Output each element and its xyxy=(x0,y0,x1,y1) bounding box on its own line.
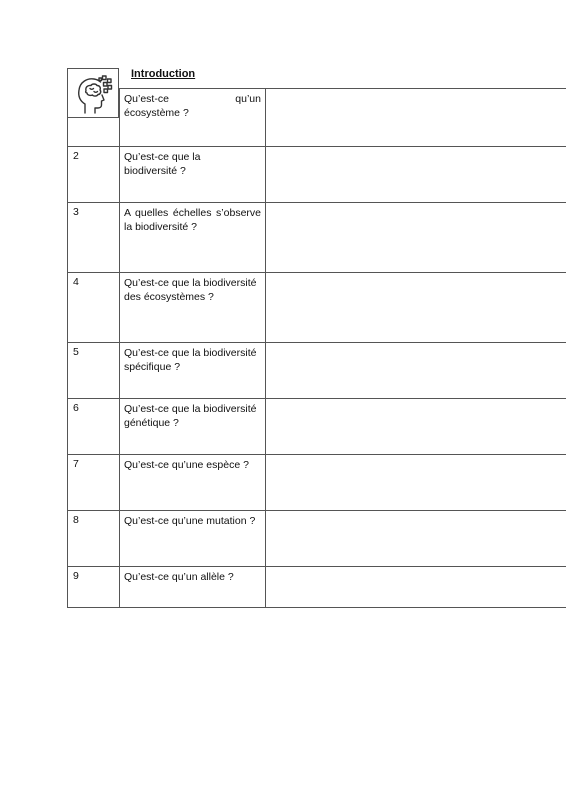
table-row xyxy=(67,510,566,566)
table-border-top xyxy=(119,88,566,89)
row-divider xyxy=(67,566,566,567)
answer-cell[interactable] xyxy=(265,272,566,342)
answer-cell[interactable] xyxy=(265,454,566,510)
row-divider xyxy=(67,146,566,147)
answer-cell[interactable] xyxy=(265,342,566,398)
table-divider-number xyxy=(119,88,120,608)
row-divider xyxy=(67,510,566,511)
section-title: Introduction xyxy=(131,68,196,80)
row-question: Qu’est-ce qu’une espèce ? xyxy=(124,459,249,471)
table-row xyxy=(67,202,566,272)
row-question: A quelles échelles s’observe la biodiversité ? xyxy=(124,207,261,233)
row-number: 7 xyxy=(73,458,79,470)
answer-cell[interactable] xyxy=(265,566,566,608)
row-number: 9 xyxy=(73,570,79,582)
row-divider xyxy=(67,342,566,343)
table-border-bottom xyxy=(67,607,566,608)
row-question: Qu’est-ce que la biodiversité spécifique ? xyxy=(124,347,257,373)
row-number: 2 xyxy=(73,150,79,162)
row-number: 5 xyxy=(73,346,79,358)
table-divider-answer xyxy=(265,88,266,608)
table-row xyxy=(67,88,566,146)
row-divider xyxy=(67,454,566,455)
row-question: Qu’est-ce qu’un allèle ? xyxy=(124,571,234,583)
table-row xyxy=(67,146,566,202)
answer-cell[interactable] xyxy=(265,510,566,566)
row-number: 3 xyxy=(73,206,79,218)
row-question: Qu’est-ce qu’un écosystème ? xyxy=(124,93,261,119)
row-divider xyxy=(67,398,566,399)
row-question: Qu’est-ce que la biodiversité des écosystèmes ? xyxy=(124,277,257,303)
answer-cell[interactable] xyxy=(265,88,566,146)
table-row xyxy=(67,398,566,454)
row-number: 4 xyxy=(73,276,79,288)
row-question: Qu’est-ce que la biodiversité ? xyxy=(124,151,201,177)
row-number: 6 xyxy=(73,402,79,414)
table-row xyxy=(67,566,566,608)
answer-cell[interactable] xyxy=(265,146,566,202)
table-row xyxy=(67,272,566,342)
answer-cell[interactable] xyxy=(265,398,566,454)
table-row xyxy=(67,454,566,510)
row-number: 8 xyxy=(73,514,79,526)
table-row xyxy=(67,342,566,398)
row-question: Qu’est-ce que la biodiversité génétique ? xyxy=(124,403,257,429)
row-question: Qu’est-ce qu’une mutation ? xyxy=(124,515,256,527)
answer-cell[interactable] xyxy=(265,202,566,272)
table-border-left xyxy=(67,88,68,608)
row-divider xyxy=(67,272,566,273)
row-divider xyxy=(67,202,566,203)
